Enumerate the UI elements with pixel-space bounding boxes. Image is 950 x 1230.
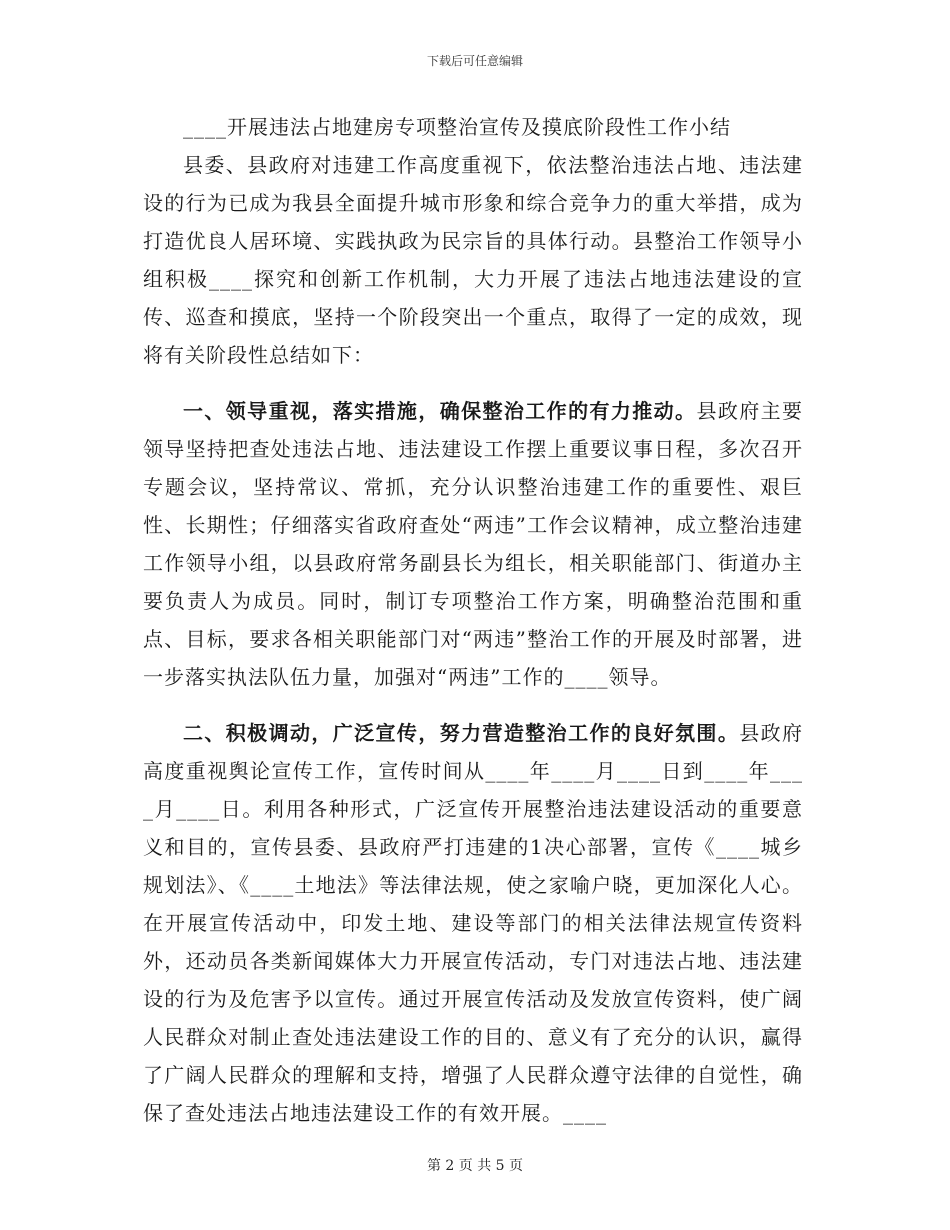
page-number: 第 2 页 共 5 页 [426, 1158, 524, 1174]
paragraph-intro-text: 县委、县政府对违建工作高度重视下，依法整治违法占地、违法建设的行为已成为我县全面提升城市形象和综合竞争力的重大举措，成为打造优良人居环境、实践执政为民宗旨的具体行动。县整治工作领导小组积极____探究和创新工作机制，大力开展了违法占地违法建设的宣传、巡查和摸底，坚持一个阶段突出一个重点，取得了一定的成效，现将有关阶段性总结如下： [143, 153, 803, 367]
paragraph-section-2 [143, 714, 803, 1132]
section-2-heading: 二、积极调动，广泛宣传，努力营造整治工作的良好氛围。 [183, 721, 740, 745]
section-1-text: 县政府主要领导坚持把查处违法占地、违法建设工作摆上重要议事日程，多次召开专题会议，坚持常议、常抓，充分认识整治违建工作的重要性、艰巨性、长期性；仔细落实省政府查处“两违”工作会议精神，成立整治违建工作领导小组，以县政府常务副县长为组长，相关职能部门、街道办主要负责人为成员。同时，制订专项整治工作方案，明确整治范围和重点、目标，要求各相关职能部门对“两违”整治工作的开展及时部署，进一步落实执法队伍力量，加强对“两违”工作的____领导。 [143, 399, 804, 689]
paragraph-intro [143, 146, 803, 374]
section-2-text: 县政府高度重视舆论宣传工作，宣传时间从____年____月____日到____年____月____日。利用各种形式，广泛宣传开展整治违法建设活动的重要意义和目的，宣传县委、县政府严打违建的1决心部署，宣传《____城乡规划法》、《____土地法》等法律法规，使之家喻户晓，更加深化人心。在开展宣传活动中，印发土地、建设等部门的相关法律法规宣传资料外，还动员各类新闻媒体大力开展宣传活动，专门对违法占地、违法建设的行为及危害予以宣传。通过开展宣传活动及发放宣传资料，使广阔人民群众对制止查处违法建设工作的目的、意义有了充分的认识，赢得了广阔人民群众的理解和支持，增强了人民群众遵守法律的自觉性，确保了查处违法占地违法建设工作的有效开展。____ [143, 721, 804, 1125]
section-1-heading: 一、领导重视，落实措施，确保整治工作的有力推动。 [183, 399, 697, 423]
paragraph-section-1 [143, 392, 803, 696]
document-title: ____开展违法占地建房专项整治宣传及摸底阶段性工作小结 [183, 115, 731, 139]
header-note: 下载后可任意编辑 [426, 54, 523, 68]
document-body [143, 108, 803, 1132]
